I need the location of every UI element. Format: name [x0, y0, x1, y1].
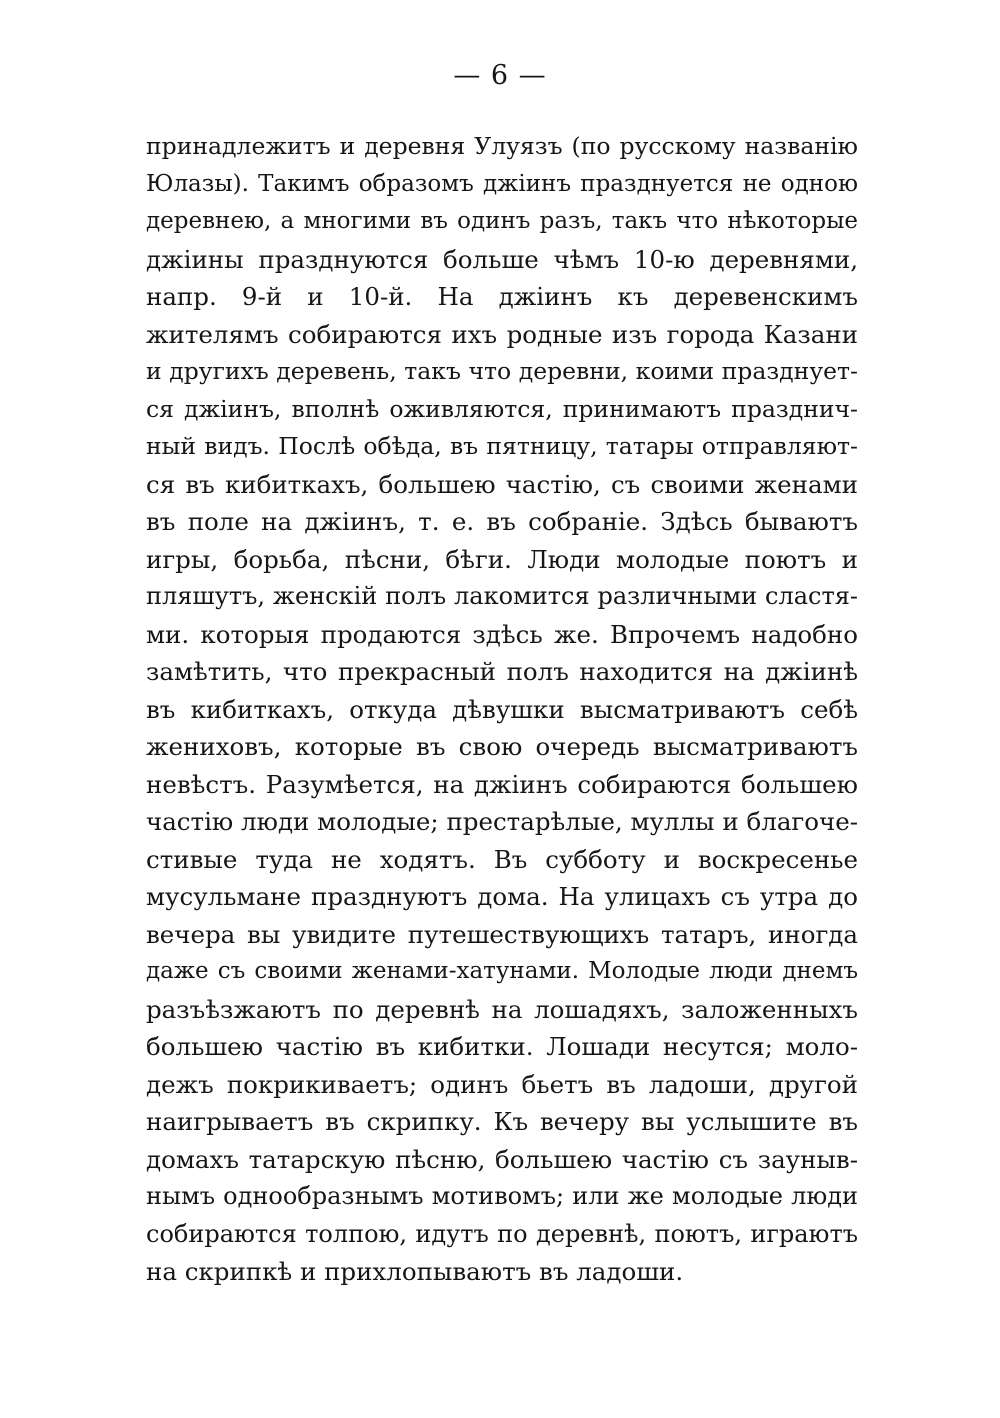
- text-line: въ кибиткахъ, откуда дѣвушки высматриваютъ себѣ: [146, 694, 858, 724]
- text-line: Юлазы). Такимъ образомъ джiинъ празднуется не одною: [146, 170, 858, 197]
- text-line: вечера вы увидите путешествующихъ татаръ, иногда: [146, 919, 858, 949]
- text-line: принадлежитъ и деревня Улуязъ (по русскому названiю: [146, 132, 858, 160]
- text-line: деревнею, а многими въ одинъ разъ, такъ что нѣкоторые: [146, 208, 858, 234]
- text-line-last: на скрипкѣ и прихлопываютъ въ ладоши.: [146, 1257, 684, 1286]
- text-line: джiины празднуются больше чѣмъ 10-ю деревнями,: [146, 244, 858, 274]
- text-line: домахъ татарскую пѣсню, большею частiю съ зауныв-: [146, 1144, 858, 1174]
- body-text: [146, 128, 858, 1291]
- text-line: жителямъ собираются ихъ родные изъ города Казани: [146, 319, 858, 349]
- text-line: наигрываетъ въ скрипку. Къ вечеру вы услышите въ: [146, 1107, 858, 1136]
- text-line: стивые туда не ходятъ. Въ субботу и воскресенье: [146, 844, 858, 874]
- text-line: жениховъ, которые въ свою очередь высматриваютъ: [146, 732, 858, 761]
- text-line: пляшутъ, женскiй полъ лакомится различными сластя-: [146, 582, 858, 610]
- text-line: игры, борьба, пѣсни, бѣги. Люди молодые поютъ и: [146, 544, 858, 574]
- text-line: большею частiю въ кибитки. Лошади несутся; моло-: [146, 1032, 858, 1061]
- text-line: дежъ покрикиваетъ; одинъ бьетъ въ ладоши, другой: [146, 1069, 858, 1099]
- page-number: — 6 —: [453, 60, 547, 91]
- text-line: и другихъ деревень, такъ что деревни, коими празднует-: [146, 357, 858, 385]
- text-line: напр. 9-й и 10-й. На джiинъ къ деревенскимъ: [146, 282, 858, 311]
- text-line: нымъ однообразнымъ мотивомъ; или же молодые люди: [146, 1182, 858, 1210]
- text-line: частiю люди молодые; престарѣлые, муллы и благоче-: [146, 807, 858, 836]
- text-line: въ поле на джiинъ, т. е. въ собранiе. Здѣсь бываютъ: [146, 507, 858, 536]
- text-line: ный видъ. Послѣ обѣда, въ пятницу, татары отправляют-: [146, 432, 858, 460]
- text-line: ся джiинъ, вполнѣ оживляются, принимаютъ празднич-: [146, 394, 858, 423]
- text-line: ми. которыя продаются здѣсь же. Впрочемъ надобно: [146, 619, 858, 649]
- text-line: собираются толпою, идутъ по деревнѣ, поютъ, играютъ: [146, 1219, 858, 1248]
- text-line: замѣтить, что прекрасный полъ находится на джiинѣ: [146, 657, 858, 686]
- text-line: невѣстъ. Разумѣется, на джiинъ собираются большею: [146, 769, 858, 799]
- text-line: даже съ своими женами-хатунами. Молодые люди днемъ: [146, 958, 858, 984]
- text-line: ся въ кибиткахъ, большею частiю, съ своими женами: [146, 469, 858, 499]
- text-line: мусульмане празднуютъ дома. На улицахъ съ утра до: [146, 882, 858, 911]
- text-line: разъѣзжаютъ по деревнѣ на лошадяхъ, заложенныхъ: [146, 994, 858, 1024]
